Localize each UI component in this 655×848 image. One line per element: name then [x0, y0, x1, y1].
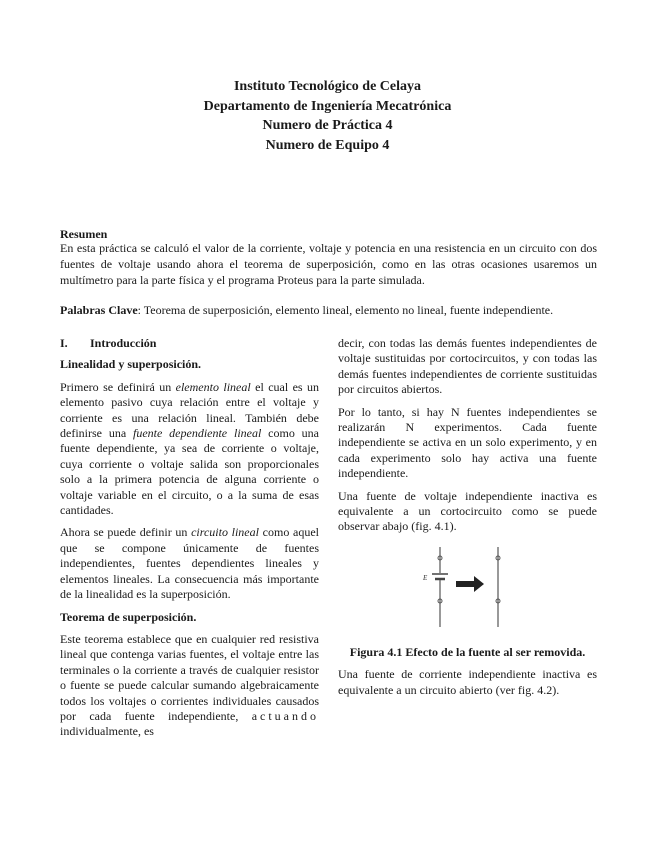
paragraph-continuation: decir, con todas las demás fuentes independientes de voltaje sustituidas por cortocircuitos, y con todas las demás fuentes independientes de corriente sustituidas por circuitos abiertos.	[338, 336, 597, 397]
text-run: como aquel que se compone únicamente de fuentes independientes, fuentes dependientes lineales y elementos lineales. La consecuencia más importante de la linealidad es la superposición.	[60, 525, 319, 602]
practice-number: Numero de Práctica 4	[262, 118, 393, 133]
term-linear-circuit: circuito lineal	[191, 525, 259, 540]
team-number: Numero de Equipo 4	[265, 137, 390, 153]
text-run-spaced: actuando	[251, 708, 319, 723]
text-run: Este teorema establece que en cualquier red resistiva lineal que contenga varias fuentes, el voltaje entre las terminales o la corriente a través de cualquier resistor o fuente se puede calcular sumando algebraicamente todos los voltajes o corrientes individuales causados por cada fuente independiente,	[60, 631, 319, 723]
subheading-linearity: Linealidad y superposición.	[60, 357, 202, 372]
subheading-superposition: Teorema de superposición.	[60, 609, 197, 624]
text-run: individualmente, es	[60, 724, 154, 739]
section-heading	[60, 336, 319, 351]
section-number: I.	[60, 336, 68, 350]
arrow-icon	[456, 576, 484, 592]
right-column	[338, 336, 597, 705]
abstract-heading: Resumen	[60, 227, 108, 241]
term-linear-element: elemento lineal	[175, 379, 251, 394]
text-run: como una fuente dependiente, ya sea de corriente o voltaje, cuya corriente o voltaje salida son proporcionales solo a la primera potencia de alguna corriente o voltaje variable en el circuito, o a la suma de esas cantidades.	[60, 426, 319, 518]
keywords-text: : Teorema de superposición, elemento lineal, elemento no lineal, fuente independiente.	[137, 303, 554, 317]
paragraph-n-sources: Por lo tanto, si hay N fuentes independientes se realizarán N experimentos. Cada fuente independiente se activa en un solo experimento, y en cada experimento solo hay activa una fuente independiente.	[338, 404, 597, 481]
paragraph-current-source: Una fuente de corriente independiente inactiva es equivalente a un circuito abierto (ver fig. 4.2).	[338, 667, 597, 697]
section-title: Introducción	[90, 336, 157, 350]
abstract-text: En esta práctica se calculó el valor de la corriente, voltaje y potencia en una resistencia en un circuito con dos fuentes de voltaje usando ahora el teorema de superposición, como en las otras ocasiones usaremos un multímetro para la parte física y el programa Proteus para la parte simulada.	[60, 241, 597, 287]
circuit-diagram	[418, 543, 513, 631]
institute-title: Instituto Tecnológico de Celaya	[233, 79, 422, 94]
keywords	[60, 302, 620, 318]
paragraph-linear-element	[60, 380, 319, 519]
paragraph-voltage-source: Una fuente de voltaje independiente inactiva es equivalente a un cortocircuito como se puede observar abajo (fig. 4.1).	[338, 488, 597, 534]
figure-4-1	[418, 543, 513, 631]
keywords-label: Palabras Clave	[60, 303, 138, 317]
term-dependent-source: fuente dependiente lineal	[133, 426, 262, 441]
paragraph-linear-circuit	[60, 525, 319, 602]
title-block	[0, 77, 655, 155]
text-run: Primero se definirá un	[60, 379, 176, 394]
text-run: el cual es un elemento pasivo cuya relación entre el voltaje y corriente es una relación lineal. También debe definirse una	[60, 379, 320, 441]
text-run: Ahora se puede definir un	[60, 525, 192, 540]
paragraph-theorem	[60, 632, 319, 740]
left-column	[60, 336, 319, 747]
figure-label-e: E	[423, 573, 428, 582]
department-title: Departamento de Ingeniería Mecatrónica	[203, 98, 452, 114]
figure-caption: Figura 4.1 Efecto de la fuente al ser removida.	[349, 644, 586, 659]
